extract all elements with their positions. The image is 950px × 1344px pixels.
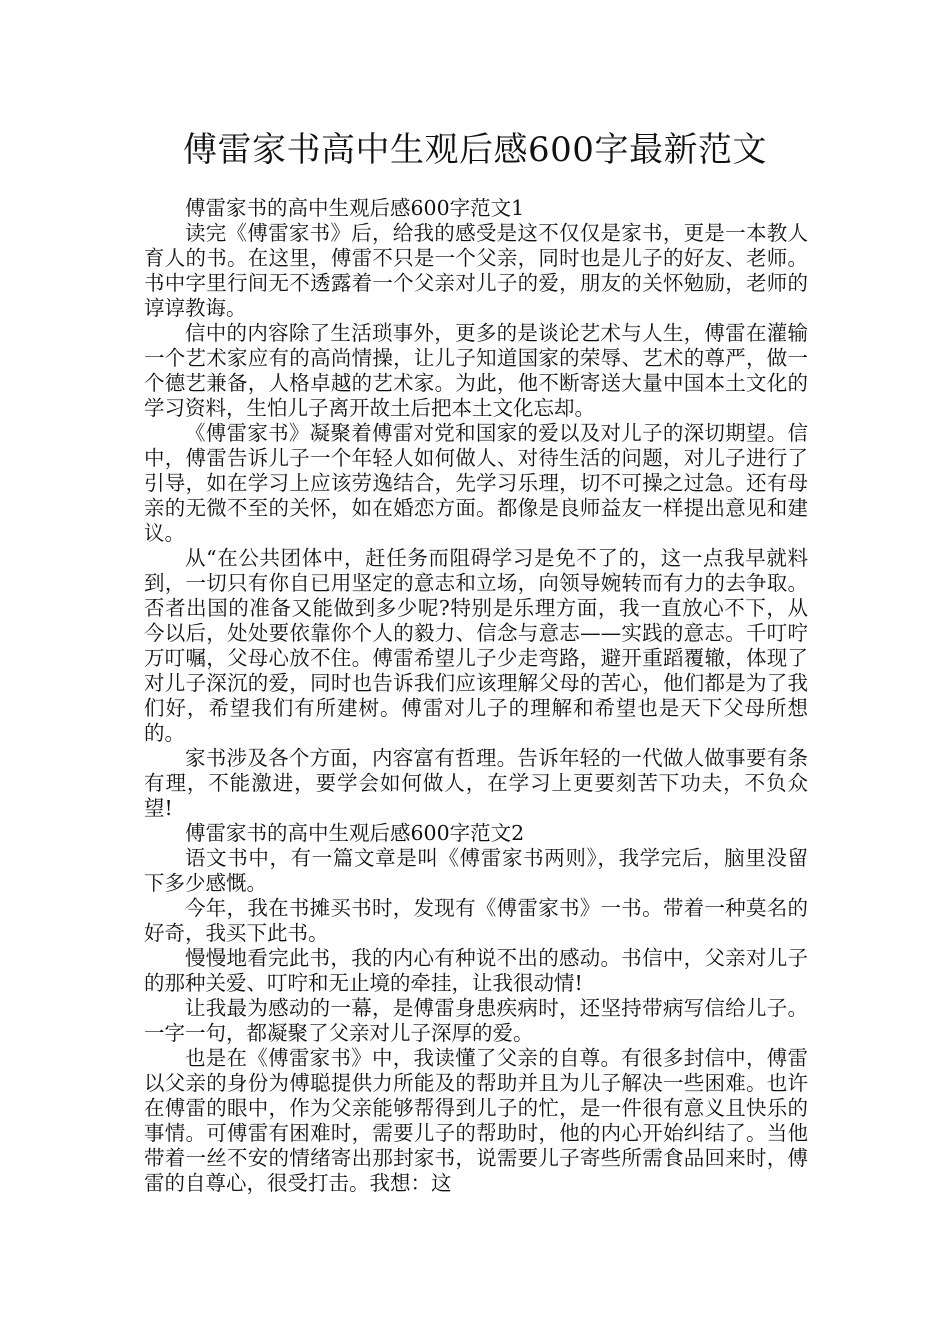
- paragraph: 《傅雷家书》凝聚着傅雷对党和国家的爱以及对儿子的深切期望。信中，傅雷告诉儿子一个年轻人如何做人、对待生活的问题，对儿子进行了引导，如在学习上应该劳逸结合，先学习乐理，切不可操之过急。还有母亲的无微不至的关怀，如在婚恋方面。都像是良师益友一样提出意见和建议。: [144, 421, 808, 545]
- paragraph: 信中的内容除了生活琐事外，更多的是谈论艺术与人生，傅雷在灌输一个艺术家应有的高尚情操，让儿子知道国家的荣辱、艺术的尊严，做一个德艺兼备，人格卓越的艺术家。为此，他不断寄送大量中国本土文化的学习资料，生怕儿子离开故土后把本土文化忘却。: [144, 321, 808, 420]
- section-heading-1: 傅雷家书的高中生观后感600字范文1: [185, 196, 525, 220]
- paragraph: 语文书中，有一篇文章是叫《傅雷家书两则》，我学完后，脑里没留下多少感慨。: [144, 846, 808, 895]
- paragraph: 让我最为感动的一幕，是傅雷身患疾病时，还坚持带病写信给儿子。一字一句，都凝聚了父亲对儿子深厚的爱。: [144, 996, 808, 1045]
- paragraph: 也是在《傅雷家书》中，我读懂了父亲的自尊。有很多封信中，傅雷以父亲的身份为傅聪提供力所能及的帮助并且为儿子解决一些困难。也许在傅雷的眼中，作为父亲能够帮得到儿子的忙，是一件很有意义且快乐的事情。可傅雷有困难时，需要儿子的帮助时，他的内心开始纠结了。当他带着一丝不安的情绪寄出那封家书，说需要儿子寄些所需食品回来时，傅雷的自尊心，很受打击。我想：这: [144, 1046, 808, 1195]
- paragraph: 慢慢地看完此书，我的内心有种说不出的感动。书信中，父亲对儿子的那种关爱、叮咛和无止境的牵挂，让我很动情!: [144, 946, 808, 995]
- paragraph: 家书涉及各个方面，内容富有哲理。告诉年轻的一代做人做事要有条有理，不能激进，要学会如何做人，在学习上更要刻苦下功夫，不负众望!: [144, 746, 808, 820]
- document-title: 傅雷家书高中生观后感600字最新范文: [183, 130, 767, 170]
- paragraph: 读完《傅雷家书》后，给我的感受是这不仅仅是家书，更是一本教人育人的书。在这里，傅雷不只是一个父亲，同时也是儿子的好友、老师。书中字里行间无不透露着一个父亲对儿子的爱，朋友的关怀勉励，老师的谆谆教诲。: [144, 221, 808, 320]
- document-body: [144, 196, 808, 1196]
- paragraph: 从“在公共团体中，赶任务而阻碍学习是免不了的，这一点我早就料到，一切只有你自已用坚定的意志和立场，向领导婉转而有力的去争取。否者出国的准备又能做到多少呢?特别是乐理方面，我一直放心不下，从今以后，处处要依靠你个人的毅力、信念与意志——实践的意志。千叮咛万叮嘱，父母心放不住。傅雷希望儿子少走弯路，避开重蹈覆辙，体现了对儿子深沉的爱，同时也告诉我们应该理解父母的苦心，他们都是为了我们好，希望我们有所建树。傅雷对儿子的理解和希望也是天下父母所想的。: [144, 546, 808, 745]
- section-heading-2: 傅雷家书的高中生观后感600字范文2: [185, 821, 525, 845]
- paragraph: 今年，我在书摊买书时，发现有《傅雷家书》一书。带着一种莫名的好奇，我买下此书。: [144, 896, 808, 945]
